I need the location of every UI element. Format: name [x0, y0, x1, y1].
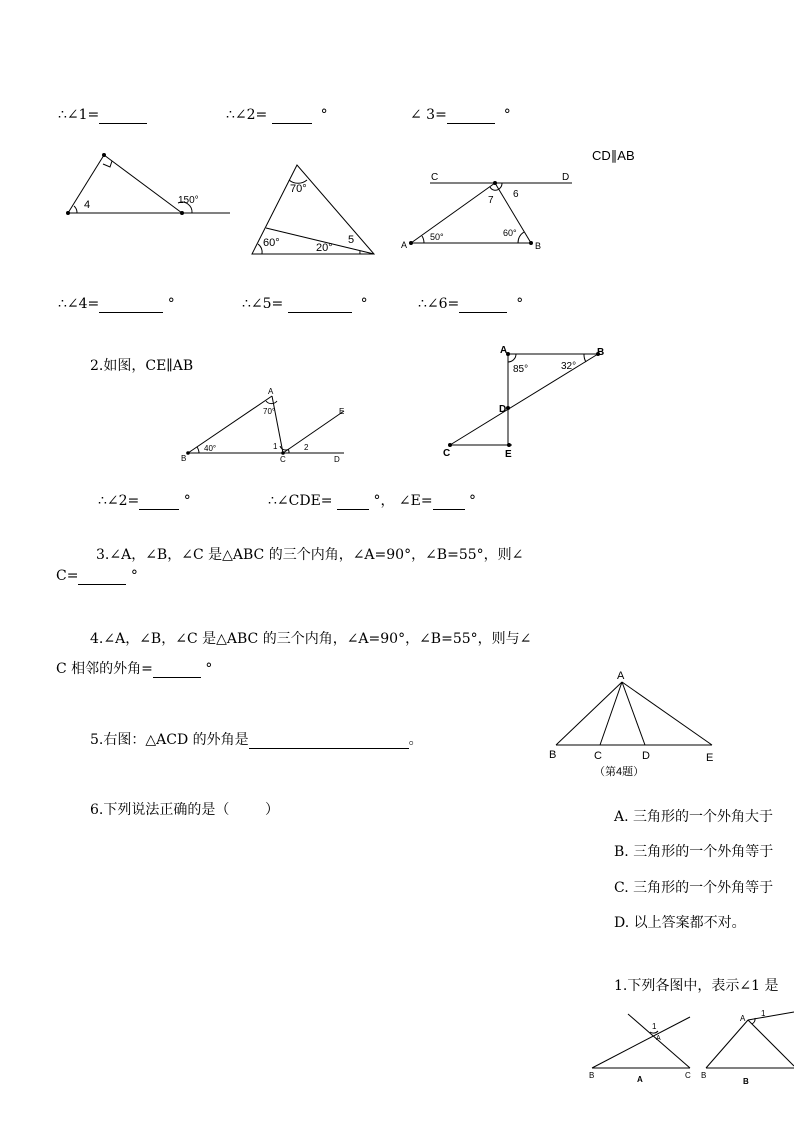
fig5-angle-32: 32°: [561, 361, 577, 372]
fig6-label-a: A: [617, 670, 625, 682]
fig5-label-c: C: [443, 448, 451, 459]
fig4-label-a: A: [268, 387, 274, 396]
fig1-angle-4: 4: [84, 199, 91, 211]
figure-6: [556, 682, 712, 745]
question-4-line-1: 4.∠A，∠B，∠C 是△ABC 的三个内角，∠A=90°，∠B=55°，则与∠: [90, 631, 532, 647]
answer-angle-2: ∴∠2= °: [226, 107, 328, 123]
fig6-label-c: C: [594, 750, 602, 762]
option-b[interactable]: B. 三角形的一个外角等于: [614, 844, 774, 860]
fig7-caption: A: [637, 1075, 643, 1084]
fig4-angle-1: 1: [273, 442, 278, 451]
fig6-caption: （第4题）: [594, 766, 645, 778]
fig3-angle-60: 60°: [503, 228, 517, 238]
fig5-angle-85: 85°: [513, 364, 529, 375]
fig4-angle-70: 70°: [263, 407, 276, 416]
cd-parallel-ab-note: CD∥AB: [592, 148, 635, 163]
fig4-label-b: B: [181, 454, 187, 463]
fig2-angle-70: 70°: [290, 183, 307, 195]
fig3-label-d: D: [562, 172, 570, 183]
fig5-label-e: E: [505, 449, 512, 460]
fig5-label-b: B: [597, 347, 605, 358]
fig3-angle-6: 6: [513, 189, 519, 200]
figure-8: [706, 1012, 794, 1068]
fig7-label-c: C: [685, 1071, 691, 1080]
option-c[interactable]: C. 三角形的一个外角等于: [614, 880, 774, 896]
fig5-label-a: A: [500, 345, 508, 356]
fig8-label-b: B: [701, 1071, 707, 1080]
fig6-label-d: D: [642, 750, 650, 762]
answer-q2-cde-e: ∴∠CDE= °， ∠E= °: [268, 493, 477, 509]
answer-angle-3: ∠ 3= °: [410, 107, 511, 123]
figure-1: [67, 154, 231, 215]
question-6: 6.下列说法正确的是（ ）: [90, 802, 279, 818]
question-2-label: 2.如图，CE∥AB: [90, 358, 194, 374]
answer-angle-1: ∴∠1=: [58, 106, 147, 124]
fig2-angle-60: 60°: [263, 237, 280, 249]
question-3-line-1: 3.∠A，∠B，∠C 是△ABC 的三个内角，∠A=90°，∠B=55°，则∠: [96, 547, 524, 563]
question-5: 5.右图：△ACD 的外角是 。: [90, 732, 423, 748]
fig8-caption: B: [743, 1077, 749, 1086]
fig4-angle-2: 2: [304, 443, 309, 452]
option-a[interactable]: A. 三角形的一个外角大于: [614, 809, 774, 825]
answer-angle-5: ∴∠5= °: [242, 296, 368, 312]
fig3-label-a: A: [401, 240, 408, 250]
answer-angle-4: ∴∠4= °: [58, 296, 175, 312]
fig7-label-a: A: [656, 1035, 661, 1042]
fig8-angle-1: 1: [761, 1009, 766, 1018]
fig6-label-e: E: [706, 752, 714, 764]
fig7-angle-1: 1: [652, 1022, 657, 1031]
fig5-label-d: D: [499, 404, 507, 415]
question-next-1: 1.下列各图中，表示∠1 是: [614, 978, 779, 994]
fig4-label-d: D: [334, 455, 340, 464]
fig4-angle-40: 40°: [204, 444, 217, 453]
question-3-line-2: C= °: [56, 568, 138, 584]
fig3-angle-7: 7: [488, 195, 494, 206]
fig3-angle-50: 50°: [430, 232, 444, 242]
fig3-label-b: B: [535, 241, 542, 251]
fig4-label-c: C: [280, 455, 286, 464]
fig6-label-b: B: [549, 749, 557, 761]
answer-angle-6: ∴∠6= °: [418, 296, 524, 312]
question-4-line-2: C 相邻的外角= °: [56, 661, 213, 677]
answer-q2-angle-2: ∴∠2= °: [98, 493, 191, 509]
fig3-label-c: C: [431, 172, 439, 183]
fig7-label-b: B: [589, 1071, 595, 1080]
fig4-label-e: E: [339, 407, 345, 416]
fig1-ext-150: 150°: [178, 195, 199, 206]
figure-7: [592, 1014, 690, 1068]
fig2-angle-5: 5: [348, 234, 355, 246]
option-d[interactable]: D. 以上答案都不对。: [614, 915, 746, 931]
fig8-label-a: A: [740, 1014, 746, 1023]
fig2-angle-20: 20°: [316, 242, 333, 254]
